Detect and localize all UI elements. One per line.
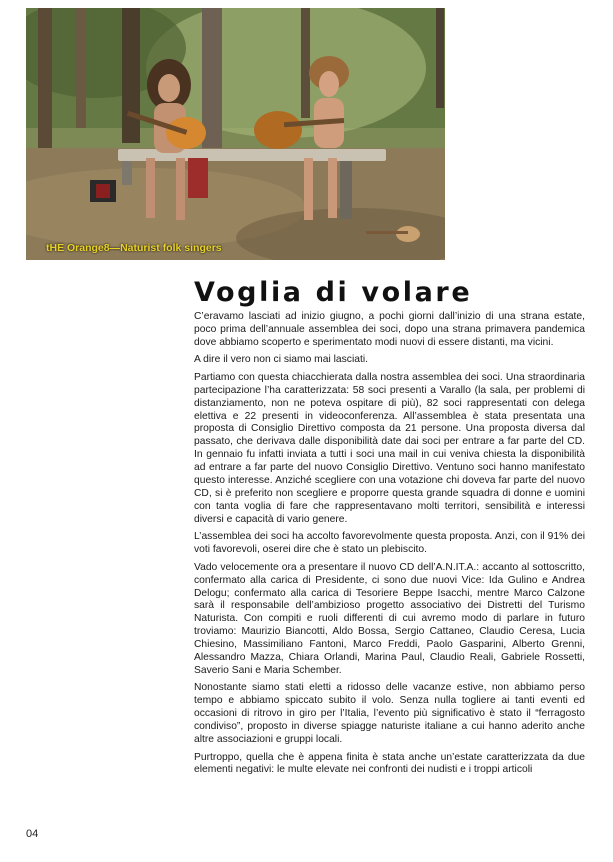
photo-caption: tHE Orange8—Naturist folk singers [46,242,222,254]
paragraph-never-left: A dire il vero non ci siamo mai lasciati. [194,354,368,366]
paragraph-assembly: Partiamo con questa chiacchierata dalla nostra assemblea dei soci. Una straordinaria partecipazione l’ha caratterizzata: 58 soci presenti a Varallo (la sala, per problemi di distanziamento, non ne poteva ospitare di più), 82 soci rappresentati con delega elettiva e 22 presenti in videoconferenza. All’assemblea è stata presentata una proposta di Consiglio Direttivo composta da 21 persone. Una proposta diversa dal passato, che derivava dalle disponibilità date dai soci per entrare a far parte del CD. In gennaio fu infatti inviata a tutti i soci una mail in cui veniva chiesta la disponibilità ad entrare a far parte del nuovo Consiglio Direttivo. Ventuno soci hanno manifestato questo interesse. Anziché scegliere con una votazione chi doveva far parte del nuovo CD, si è preferito non scegliere e proporre questa grande squadra di donne e uomini con tanta voglia di fare che rappresentavano molti territori, sensibilità e interessi diversi e capacità di vario genere. [194,371,585,525]
page-number: 04 [26,828,39,840]
paragraph-summer: Nonostante siamo stati eletti a ridosso delle vacanze estive, non abbiamo perso tempo e abbiamo spiccato subito il volo. Senza nulla togliere ai tanti eventi ed occasioni di ritrovo in giro per l’Italia, l’evento più significativo è stato il “ferragosto condiviso”, proposto in diverse spiagge naturiste italiane a cui hanno aderito anche altre associazioni e gruppi locali. [194,682,585,746]
header-photo [26,8,445,260]
photo-illustration [26,8,445,260]
article-body [194,311,585,782]
paragraph-new-board: Vado velocemente ora a presentare il nuovo CD dell’A.N.IT.A.: accanto al sottoscritto, confermato alla carica di Presidente, ci sono due nuovi Vice: Ida Gulino e Andrea Delogu; confermato alla carica di Tesoriere Beppe Isacchi, mentre Marco Calzone sarà il responsabile dell’ambizioso progetto associativo dei Distretti del Turismo Naturista. Con compiti e ruoli differenti di cui avremo modo di parlare in futuro troviamo: Maurizio Biancotti, Aldo Bossa, Sergio Cattaneo, Claudio Ceresa, Lucia Chiesino, Massimiliano Fantoni, Marco Freddi, Paolo Gasparini, Alberto Grenni, Alessandro Mazza, Chiara Orlandi, Marina Paul, Claudio Reali, Gabriele Rossetti, Saverio Sani e Maria Schember. [194,561,585,676]
paragraph-intro: C’eravamo lasciati ad inizio giugno, a pochi giorni dall’inizio di una strana estate, poco prima dell’annuale assemblea dei soci, dopo una strana primavera pandemica dove abbiamo scoperto e sperimentato modi nuovi di essere distanti, ma vicini. [194,311,585,348]
paragraph-negatives: Purtroppo, quella che è appena finita è stata anche un’estate caratterizzata da due elementi negativi: le multe elevate nei confronti dei nudisti e i troppi articoli [194,751,585,776]
paragraph-vote: L’assemblea dei soci ha accolto favorevolmente questa proposta. Anzi, con il 91% dei voti favorevoli, oserei dire che è stato un plebiscito. [194,531,585,556]
article-title: Voglia di volare [194,277,473,308]
